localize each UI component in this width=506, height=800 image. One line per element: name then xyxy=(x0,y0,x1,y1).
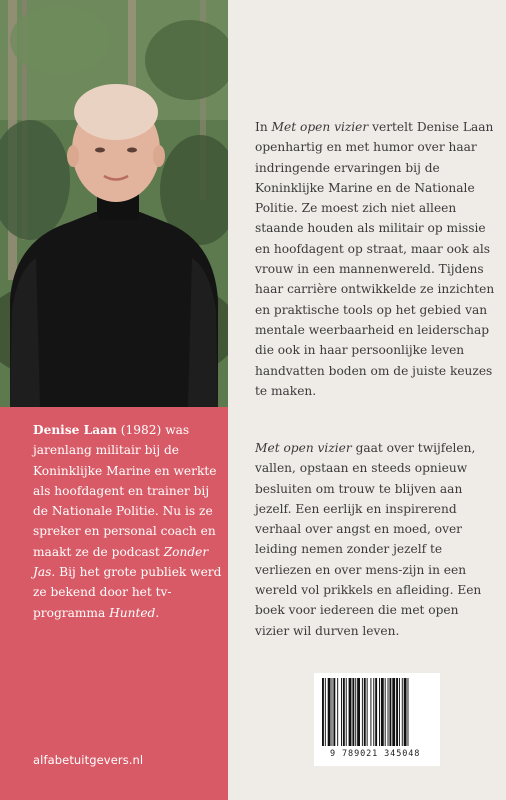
podcast-name: Zonder Jas xyxy=(33,544,209,580)
barcode-bar xyxy=(333,678,335,746)
barcode-bar xyxy=(352,678,354,746)
barcode-bar xyxy=(343,678,345,746)
barcode-bar xyxy=(399,678,400,746)
barcode-bar xyxy=(325,678,326,746)
author-bio xyxy=(33,420,223,623)
author-photo xyxy=(0,0,228,407)
barcode-bar xyxy=(396,678,398,746)
barcode-bar xyxy=(364,678,366,746)
blurb-paragraph-2 xyxy=(255,438,495,641)
barcode-bar xyxy=(357,678,360,746)
book-title: Met open vizier xyxy=(255,441,352,455)
barcode-bar xyxy=(404,678,407,746)
blurb-paragraph-1 xyxy=(255,117,495,401)
blurb-body-2: gaat over twijfelen, vallen, opstaan en steeds opnieuw besluiten om trouw te blijven aan jezelf. Een eerlijk en inspirerend verhaal over angst en moed, over leiding nemen zonder jezelf te verliezen en over mens-zijn in een wereld vol prikkels en afleiding. Een boek voor iedereen die met open vizier wil durven leven. xyxy=(255,441,482,638)
author-photo-illustration xyxy=(0,0,228,407)
barcode-bar xyxy=(388,678,389,746)
author-name: Denise Laan xyxy=(33,423,117,437)
barcode-bar xyxy=(379,678,380,746)
barcode-bar xyxy=(346,678,347,746)
left-panel xyxy=(0,0,228,800)
blurb-lead: In xyxy=(255,120,268,134)
barcode-bar xyxy=(367,678,368,746)
barcode-bar xyxy=(389,678,391,746)
barcode-bar xyxy=(408,678,409,746)
book-title: Met open vizier xyxy=(271,120,369,134)
barcode-bar xyxy=(392,678,395,746)
barcode-bar xyxy=(402,678,403,746)
barcode-bar xyxy=(341,678,342,746)
barcode-bar xyxy=(355,678,356,746)
barcode-bar xyxy=(370,678,371,746)
bio-text-1: was jarenlang militair bij de Koninklijke Marine en werkte als hoofdagent en trainer bij de Nationale Politie. Nu is ze spreker en personal coach en maakt ze de podcast xyxy=(33,423,217,559)
author-birth-year: (1982) xyxy=(120,423,162,437)
isbn-number: 9 789021 345048 xyxy=(330,749,421,759)
barcode-bar xyxy=(381,678,384,746)
barcode-bar xyxy=(375,678,377,746)
barcode-bar xyxy=(373,678,374,746)
tv-program-name: Hunted xyxy=(109,605,156,620)
barcode-bar xyxy=(385,678,386,746)
barcode-bar xyxy=(349,678,352,746)
bio-text-3: . xyxy=(155,605,160,620)
barcode-bar xyxy=(328,678,331,746)
barcode-bar xyxy=(322,678,324,746)
publisher-website[interactable]: alfabetuitgevers.nl xyxy=(33,753,144,767)
barcode-bar xyxy=(362,678,363,746)
bio-text-2: . Bij het grote publiek werd ze bekend door het tv-programma xyxy=(33,565,222,620)
blurb-body-1: vertelt Denise Laan openhartig en met humor over haar indringende ervaringen bij de Koninklijke Marine en de Nationale Politie. Ze moest zich niet alleen staande houden als militair op missie en hoofdagent op straat, maar ook als vrouw in een mannenwereld. Tijdens haar carrière ontwikkelde ze inzichten en praktische tools op het gebied van mentale weerbaarheid en leiderschap die ook in haar persoonlijke leven handvatten boden om de juiste keuzes te maken. xyxy=(255,120,495,398)
barcode-bar xyxy=(332,678,333,746)
barcode-bar xyxy=(337,678,338,746)
